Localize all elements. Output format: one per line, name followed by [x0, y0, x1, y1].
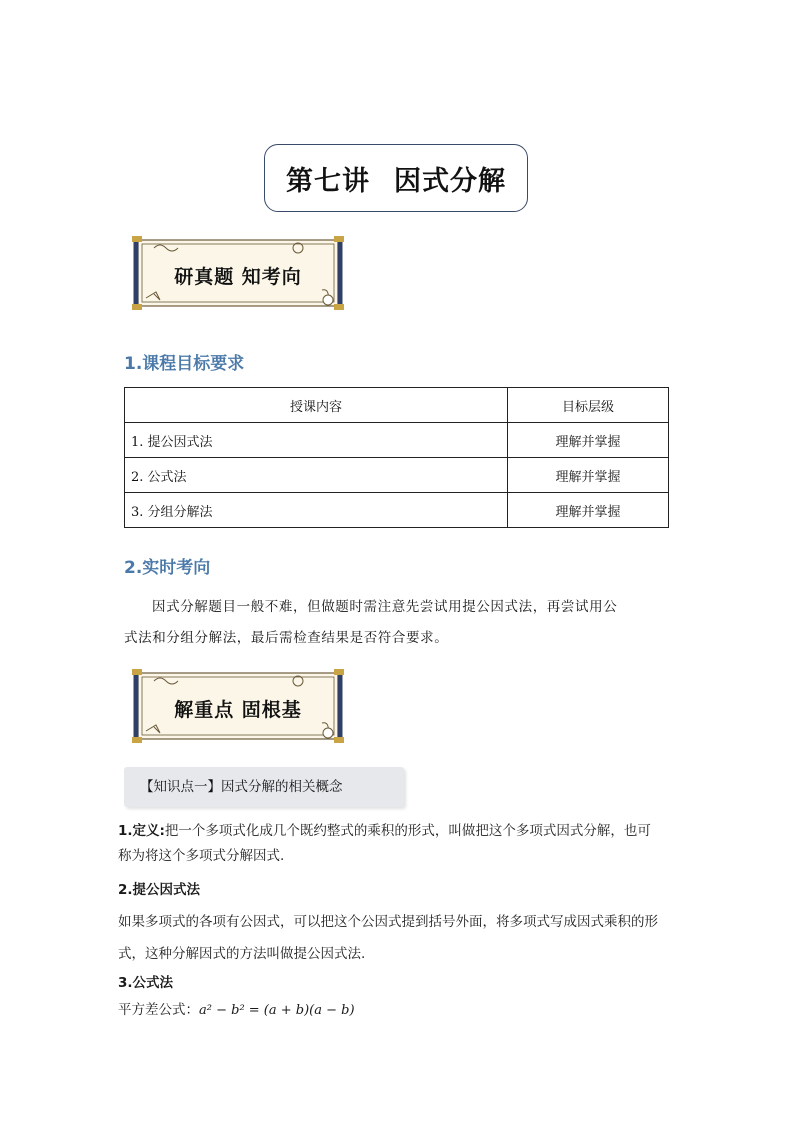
difference-of-squares-formula: a² − b² = (a + b)(a − b) [199, 1003, 355, 1018]
definition-3-heading [118, 973, 173, 993]
section-banner-2 [132, 667, 344, 743]
section-banner-1 [132, 234, 344, 310]
course-goals-table [124, 387, 669, 528]
section-2-heading: 2.实时考向 [124, 558, 211, 578]
exam-direction-line-2: 式法和分组分解法，最后需检查结果是否符合要求。 [124, 630, 449, 646]
definition-1-label: 1.定义: [118, 823, 165, 839]
definition-1-line-2: 称为将这个多项式分解因式. [118, 848, 285, 864]
table-header-content: 授课内容 [125, 388, 508, 423]
table-row [125, 458, 669, 493]
table-cell-content: 1. 提公因式法 [125, 423, 508, 458]
table-cell-level: 理解并掌握 [508, 458, 669, 493]
exam-direction-line-1: 因式分解题目一般不难，但做题时需注意先尝试用提公因式法，再尝试用公 [152, 599, 618, 615]
title-part1: 第七讲 [286, 165, 370, 197]
table-cell-level: 理解并掌握 [508, 493, 669, 528]
definition-1-line-1 [118, 821, 651, 841]
title-part2: 因式分解 [394, 165, 506, 197]
definition-2-heading [118, 880, 200, 900]
definition-2-label: 2.提公因式法 [118, 882, 201, 898]
table-header-row [125, 388, 669, 423]
table-row [125, 493, 669, 528]
banner-1-text: 研真题 知考向 [174, 266, 302, 288]
knowledge-point-label: 【知识点一】因式分解的相关概念 [124, 767, 404, 807]
table-row [125, 423, 669, 458]
definition-2-line-2: 式，这种分解因式的方法叫做提公因式法. [118, 946, 366, 962]
section-1-heading: 1.课程目标要求 [124, 354, 245, 374]
table-cell-level: 理解并掌握 [508, 423, 669, 458]
definition-1-text: 把一个多项式化成几个既约整式的乘积的形式，叫做把这个多项式因式分解，也可 [164, 823, 651, 839]
definition-3-line-1 [118, 1000, 355, 1021]
page-title [264, 144, 528, 212]
definition-2-line-1: 如果多项式的各项有公因式，可以把这个公因式提到括号外面，将多项式写成因式乘积的形 [118, 914, 658, 930]
table-cell-content: 2. 公式法 [125, 458, 508, 493]
table-header-level: 目标层级 [508, 388, 669, 423]
difference-of-squares-label: 平方差公式： [118, 1002, 199, 1018]
table-cell-content: 3. 分组分解法 [125, 493, 508, 528]
banner-2-text: 解重点 固根基 [174, 699, 302, 721]
definition-3-label: 3.公式法 [118, 975, 174, 991]
